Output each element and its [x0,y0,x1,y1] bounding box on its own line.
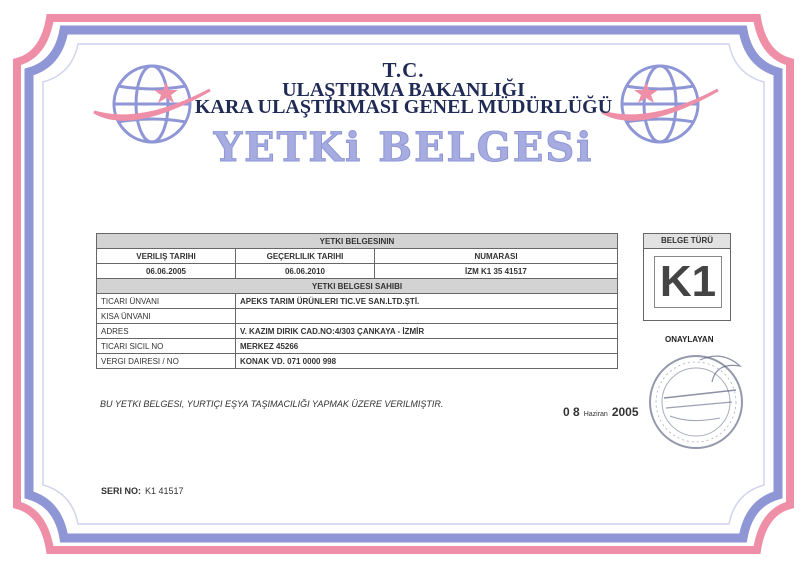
header-tc: T.C. [382,58,425,82]
document-type-code: K1 [654,256,722,308]
issuance-statement: BU YETKI BELGESI, YURTIÇI EŞYA TAŞIMACILIĞI YAPMAK ÜZERE VERILMIŞTIR. [100,399,444,409]
official-seal-stamp [640,346,752,458]
issue-date-stamp [563,403,639,421]
serial-number-value: K1 41517 [145,486,184,496]
field-label-tax-office: VERGI DAIRESI / NO [97,354,236,369]
table-row [97,339,618,354]
approval-label: ONAYLAYAN [665,335,714,344]
document-title: YETKi BELGESi [213,124,594,171]
field-value-address: V. KAZIM DIRIK CAD.NO:4/303 ÇANKAYA - İZMİR [236,324,618,339]
field-label-trade-name: TICARI ÜNVANI [97,294,236,309]
table-row [97,354,618,369]
header-ministry: ULAŞTIRMA BAKANLIĞI [282,79,525,101]
section-header-holder: YETKI BELGESI SAHIBI [97,279,618,294]
table-row [97,294,618,309]
column-header-number: NUMARASI [375,249,618,264]
validity-date-value: 06.06.2010 [236,264,375,279]
header-directorate: KARA ULAŞTIRMASI GENEL MÜDÜRLÜĞÜ [194,96,613,118]
serial-number-label: SERI NO: [101,486,142,496]
field-value-tax-office: KONAK VD. 071 0000 998 [236,354,618,369]
document-type-label: BELGE TÜRÜ [644,234,730,249]
document-type-box [643,233,731,321]
field-value-trade-name: APEKS TARIM ÜRÜNLERI TIC.VE SAN.LTD.ŞTİ. [236,294,618,309]
issue-year: 2005 [611,405,639,419]
column-header-issue-date: VERILIŞ TARIHI [97,249,236,264]
field-label-trade-registry: TICARI SICIL NO [97,339,236,354]
certificate-table [96,233,618,369]
table-row [97,309,618,324]
issue-month: Haziran [583,411,608,418]
issue-date-value: 06.06.2005 [97,264,236,279]
field-label-address: ADRES [97,324,236,339]
field-value-trade-registry: MERKEZ 45266 [236,339,618,354]
issue-day: 0 8 [563,405,580,419]
table-row [97,324,618,339]
section-header-certificate: YETKI BELGESININ [97,234,618,249]
column-header-validity-date: GEÇERLILIK TARIHI [236,249,375,264]
field-label-short-name: KISA ÜNVANI [97,309,236,324]
serial-number [101,486,184,496]
field-value-short-name [236,309,618,324]
certificate-number-value: İZM K1 35 41517 [375,264,618,279]
